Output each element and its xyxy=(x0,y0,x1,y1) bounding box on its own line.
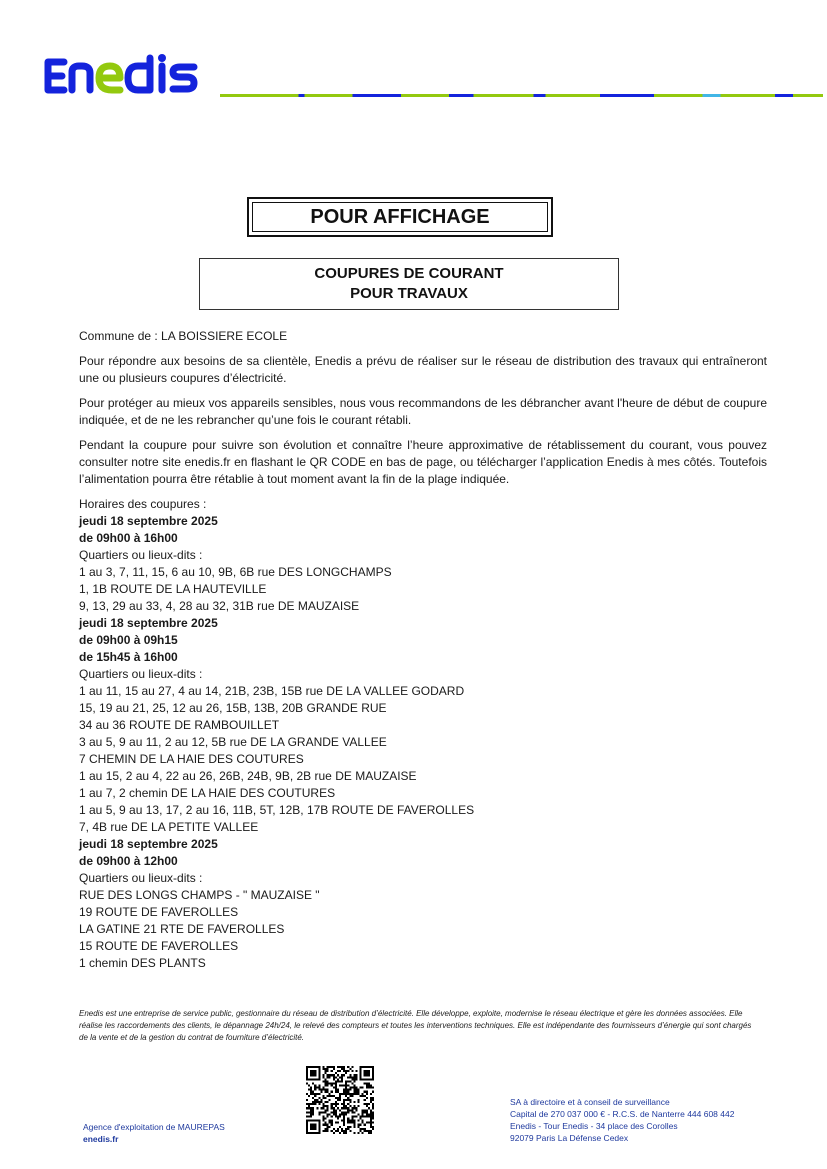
block-2-places-label: Quartiers ou lieux-dits : xyxy=(79,667,203,681)
block-3-place-1: RUE DES LONGS CHAMPS - " MAUZAISE " xyxy=(79,888,320,902)
intro-paragraph-3: Pendant la coupure pour suivre son évolution et connaître l’heure approximative de rétablissement du courant, vous pouvez consulter notre site enedis.fr en flashant le QR CODE en bas de page, ou télécharger l’application Enedis à mes côtés. Toutefois l’alimentation pourra être rétablie à tout moment avant la fin de la plage indiquée. xyxy=(79,438,767,486)
agency-name: Agence d'exploitation de MAUREPAS xyxy=(83,1122,225,1132)
block-2-place-6: 1 au 15, 2 au 4, 22 au 26, 26B, 24B, 9B, 2B rue DE MAUZAISE xyxy=(79,769,417,783)
website-link[interactable]: enedis.fr xyxy=(83,1134,119,1144)
block-2-place-9: 7, 4B rue DE LA PETITE VALLEE xyxy=(79,820,259,834)
notice-subtitle-line1: COUPURES DE COURANT xyxy=(314,265,504,282)
block-2-time-2: de 15h45 à 16h00 xyxy=(79,650,178,664)
block-2-place-4: 3 au 5, 9 au 11, 2 au 12, 5B rue DE LA GRANDE VALLEE xyxy=(79,735,387,749)
block-3-time-1: de 09h00 à 12h00 xyxy=(79,854,178,868)
block-1-place-2: 1, 1B ROUTE DE LA HAUTEVILLE xyxy=(79,582,267,596)
block-3-place-3: LA GATINE 21 RTE DE FAVEROLLES xyxy=(79,922,285,936)
block-2-place-2: 15, 19 au 21, 25, 12 au 26, 15B, 13B, 20B GRANDE RUE xyxy=(79,701,387,715)
block-2-place-1: 1 au 11, 15 au 27, 4 au 14, 21B, 23B, 15B rue DE LA VALLEE GODARD xyxy=(79,684,465,698)
header-rule xyxy=(220,94,823,97)
intro-paragraph-2: Pour protéger au mieux vos appareils sensibles, nous vous recommandons de les débrancher avant l'heure de début de coupure indiquée, et de ne les rebrancher qu’une fois le courant rétabli. xyxy=(79,396,767,427)
coupures-box xyxy=(199,258,619,310)
footer-legal xyxy=(510,1096,734,1144)
legal-line-4: 92079 Paris La Défense Cedex xyxy=(510,1133,629,1143)
affichage-box xyxy=(247,197,553,237)
legal-line-1: SA à directoire et à conseil de surveillance xyxy=(510,1097,670,1107)
block-3-places-label: Quartiers ou lieux-dits : xyxy=(79,871,203,885)
block-2-time-1: de 09h00 à 09h15 xyxy=(79,633,178,647)
block-1-places-label: Quartiers ou lieux-dits : xyxy=(79,548,203,562)
enedis-logo-mark xyxy=(42,52,214,98)
block-1-date: jeudi 18 septembre 2025 xyxy=(79,514,218,528)
notice-subtitle-line2: POUR TRAVAUX xyxy=(350,285,468,302)
enedis-logo xyxy=(42,52,214,98)
schedule-heading: Horaires des coupures : xyxy=(79,497,207,511)
block-2-place-3: 34 au 36 ROUTE DE RAMBOUILLET xyxy=(79,718,280,732)
notice-content xyxy=(79,328,767,972)
block-3-place-4: 15 ROUTE DE FAVEROLLES xyxy=(79,939,239,953)
commune: Commune de : LA BOISSIERE ECOLE xyxy=(79,329,288,343)
block-3-place-2: 19 ROUTE DE FAVEROLLES xyxy=(79,905,239,919)
legal-line-2: Capital de 270 037 000 € - R.C.S. de Nanterre 444 608 442 xyxy=(510,1109,735,1119)
block-1-time-1: de 09h00 à 16h00 xyxy=(79,531,178,545)
qr-code-image xyxy=(306,1066,374,1134)
notice-title: POUR AFFICHAGE xyxy=(310,205,490,228)
intro-paragraph-1: Pour répondre aux besoins de sa clientèle, Enedis a prévu de réaliser sur le réseau de distribution des travaux qui entraîneront une ou plusieurs coupures d’électricité. xyxy=(79,354,767,385)
block-2-place-7: 1 au 7, 2 chemin DE LA HAIE DES COUTURES xyxy=(79,786,336,800)
block-3-date: jeudi 18 septembre 2025 xyxy=(79,837,218,851)
block-1-place-1: 1 au 3, 7, 11, 15, 6 au 10, 9B, 6B rue DES LONGCHAMPS xyxy=(79,565,392,579)
footer-agency xyxy=(83,1121,225,1145)
block-1-place-3: 9, 13, 29 au 33, 4, 28 au 32, 31B rue DE MAUZAISE xyxy=(79,599,360,613)
block-2-date: jeudi 18 septembre 2025 xyxy=(79,616,218,630)
block-3-place-5: 1 chemin DES PLANTS xyxy=(79,956,206,970)
block-2-place-5: 7 CHEMIN DE LA HAIE DES COUTURES xyxy=(79,752,304,766)
qr-code[interactable] xyxy=(306,1066,374,1134)
service-disclaimer: Enedis est une entreprise de service public, gestionnaire du réseau de distribution d’électricité. Elle développe, exploite, modernise le réseau électrique et gère les données associées. Elle réalise les raccordements des clients, le dépannage 24h/24, le relevé des compteurs et toutes les interventions techniques. Elle est indépendante des fournisseurs d’énergie qui sont chargés de la vente et de la gestion du contrat de fourniture d’électricité. xyxy=(79,1009,752,1042)
block-2-place-8: 1 au 5, 9 au 13, 17, 2 au 16, 11B, 5T, 12B, 17B ROUTE DE FAVEROLLES xyxy=(79,803,475,817)
legal-line-3: Enedis - Tour Enedis - 34 place des Corolles xyxy=(510,1121,678,1131)
